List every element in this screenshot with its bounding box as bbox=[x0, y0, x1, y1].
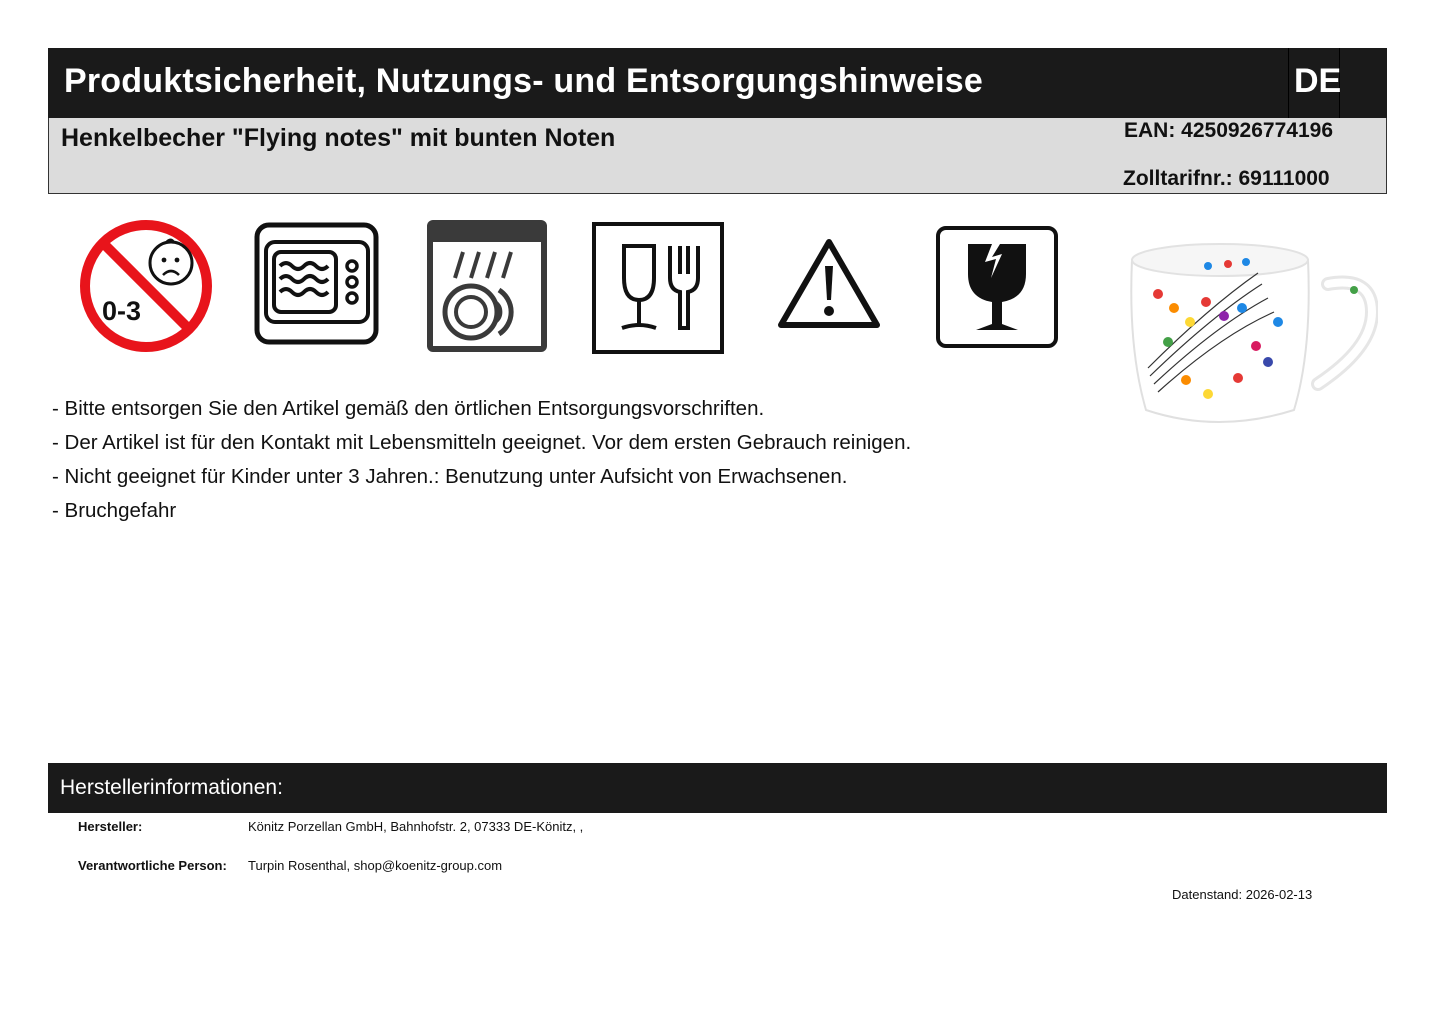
manufacturer-section-title: Herstellerinformationen: bbox=[60, 776, 283, 799]
dishwasher-safe-icon bbox=[425, 218, 549, 354]
microwave-safe-icon bbox=[254, 222, 380, 346]
product-info-bar bbox=[48, 118, 1387, 194]
maker-label: Hersteller: bbox=[78, 819, 143, 834]
list-item: - Der Artikel ist für den Kontakt mit Lebensmitteln geeignet. Vor dem ersten Gebrauch reinigen. bbox=[52, 431, 912, 454]
manufacturer-section-header bbox=[48, 763, 1387, 813]
product-name: Henkelbecher "Flying notes" mit bunten Noten bbox=[61, 124, 616, 152]
list-item: - Nicht geeignet für Kinder unter 3 Jahren.: Benutzung unter Aufsicht von Erwachsenen. bbox=[52, 465, 848, 488]
not-for-children-under-3-icon bbox=[76, 218, 216, 358]
customs-tariff-number: Zolltarifnr.: 69111000 bbox=[1123, 167, 1330, 190]
responsible-person-value: Turpin Rosenthal, shop@koenitz-group.com bbox=[248, 858, 503, 873]
fragile-icon bbox=[936, 226, 1060, 348]
language-code: DE bbox=[1294, 62, 1342, 100]
document-title: Produktsicherheit, Nutzungs- und Entsorgungshinweise bbox=[64, 62, 984, 100]
ean-number: EAN: 4250926774196 bbox=[1124, 119, 1333, 142]
warning-icon bbox=[776, 236, 882, 332]
document-header bbox=[48, 48, 1387, 118]
product-image-mug bbox=[1128, 238, 1378, 438]
list-item: - Bruchgefahr bbox=[52, 499, 177, 522]
maker-value: Könitz Porzellan GmbH, Bahnhofstr. 2, 07333 DE-Könitz, , bbox=[248, 819, 584, 834]
data-date-stamp: Datenstand: 2026-02-13 bbox=[1172, 887, 1313, 902]
responsible-person-label: Verantwortliche Person: bbox=[78, 858, 227, 873]
age-label: 0-3 bbox=[102, 296, 142, 326]
list-item: - Bitte entsorgen Sie den Artikel gemäß den örtlichen Entsorgungsvorschriften. bbox=[52, 397, 765, 420]
food-safe-icon bbox=[592, 222, 724, 354]
safety-notes-list bbox=[52, 392, 911, 528]
